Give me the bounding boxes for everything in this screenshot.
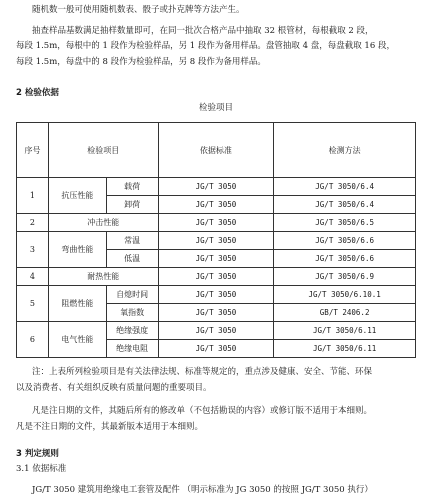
row-standard: JG/T 3050 xyxy=(158,268,274,286)
row-standard: JG/T 3050 xyxy=(158,304,274,322)
table-row xyxy=(17,268,416,286)
row-item: 冲击性能 xyxy=(48,214,158,232)
row-sub-item: 低温 xyxy=(106,250,158,268)
row-method: GB/T 2406.2 xyxy=(274,304,416,322)
row-method: JG/T 3050/6.6 xyxy=(274,232,416,250)
row-method: JG/T 3050/6.9 xyxy=(274,268,416,286)
intro-line-4: 每段 1.5m，每盘中的 8 段作为检验样品，另 8 段作为备用样品。 xyxy=(16,57,266,67)
section-3-1-heading: 3.1 依据标准 xyxy=(16,464,67,474)
row-item: 抗压性能 xyxy=(48,178,106,214)
row-item: 阻燃性能 xyxy=(48,286,106,322)
row-method: JG/T 3050/6.4 xyxy=(274,178,416,196)
row-sub-item: 载荷 xyxy=(106,178,158,196)
row-sub-item: 氧指数 xyxy=(106,304,158,322)
row-method: JG/T 3050/6.5 xyxy=(274,214,416,232)
note-line-2: 以及消费者、有关组织反映有质量问题的重要项目。 xyxy=(16,383,212,393)
row-method: JG/T 3050/6.6 xyxy=(274,250,416,268)
row-method: JG/T 3050/6.11 xyxy=(274,322,416,340)
intro-line-1: 随机数一般可使用随机数表、骰子或扑克牌等方法产生。 xyxy=(32,5,245,15)
table-row xyxy=(17,232,416,250)
row-seq: 3 xyxy=(17,232,49,268)
section-3-heading: 3 判定规则 xyxy=(16,449,59,459)
row-seq: 5 xyxy=(17,286,49,322)
row-seq: 6 xyxy=(17,322,49,358)
row-method: JG/T 3050/6.10.1 xyxy=(274,286,416,304)
header-method: 检测方法 xyxy=(274,123,416,178)
row-item: 耐热性能 xyxy=(48,268,158,286)
row-standard: JG/T 3050 xyxy=(158,178,274,196)
row-standard: JG/T 3050 xyxy=(158,196,274,214)
row-sub-item: 绝缘强度 xyxy=(106,322,158,340)
row-seq: 2 xyxy=(17,214,49,232)
inspection-items-table xyxy=(16,122,416,358)
row-sub-item: 绝缘电阻 xyxy=(106,340,158,358)
row-standard: JG/T 3050 xyxy=(158,286,274,304)
intro-line-2: 抽查样品基数满足抽样数量即可，在同一批次合格产品中抽取 32 根管材，每根截取 2 段， xyxy=(32,26,374,36)
row-item: 弯曲性能 xyxy=(48,232,106,268)
row-method: JG/T 3050/6.4 xyxy=(274,196,416,214)
table-row xyxy=(17,214,416,232)
header-standard: 依据标准 xyxy=(158,123,274,178)
row-standard: JG/T 3050 xyxy=(158,232,274,250)
table-header-row xyxy=(17,123,416,178)
row-standard: JG/T 3050 xyxy=(158,322,274,340)
row-item: 电气性能 xyxy=(48,322,106,358)
table-caption: 检验项目 xyxy=(198,103,233,113)
row-standard: JG/T 3050 xyxy=(158,250,274,268)
header-item: 检验项目 xyxy=(48,123,158,178)
table-row xyxy=(17,178,416,196)
section-2-heading: 2 检验依据 xyxy=(16,88,59,98)
table-row xyxy=(17,286,416,304)
row-sub-item: 常温 xyxy=(106,232,158,250)
row-seq: 1 xyxy=(17,178,49,214)
row-standard: JG/T 3050 xyxy=(158,214,274,232)
intro-line-3: 每段 1.5m，每根中的 1 段作为检验样品，另 1 段作为备用样品。盘管抽取 4 盘，每盘截取 16 段， xyxy=(16,41,395,51)
row-seq: 4 xyxy=(17,268,49,286)
row-sub-item: 卸荷 xyxy=(106,196,158,214)
row-standard: JG/T 3050 xyxy=(158,340,274,358)
table-row xyxy=(17,322,416,340)
row-method: JG/T 3050/6.11 xyxy=(274,340,416,358)
row-sub-item: 自熄时间 xyxy=(106,286,158,304)
note-line-3: 凡是注日期的文件，其随后所有的修改单（不包括勘误的内容）或修订版不适用于本细则。 xyxy=(32,406,373,416)
note-line-4: 凡是不注日期的文件，其最新版本适用于本细则。 xyxy=(16,422,204,432)
standard-reference: JG/T 3050 建筑用绝缘电工套管及配件 （明示标准为 JG 3050 的按照 JG/T 3050 执行） xyxy=(32,485,373,495)
header-seq: 序号 xyxy=(17,123,49,178)
note-line-1: 注：上表所列检验项目是有关法律法规、标准等规定的，重点涉及健康、安全、节能、环保 xyxy=(32,367,373,377)
